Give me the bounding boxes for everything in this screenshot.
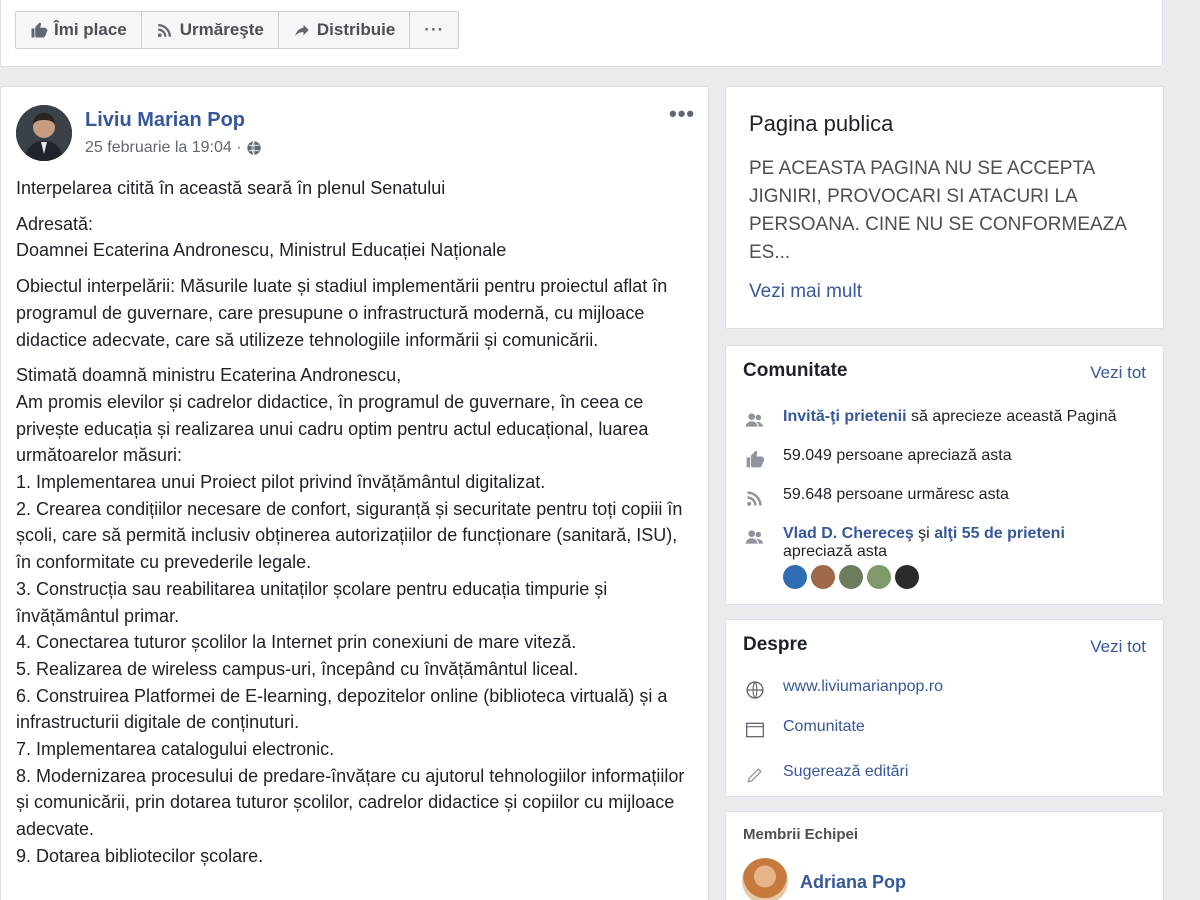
website-row [743,678,943,702]
about-see-all-link[interactable]: Vezi tot [1090,637,1146,656]
community-title: Comunitate [743,360,848,381]
like-page-button[interactable] [16,12,142,48]
friend-name-link[interactable]: Vlad D. Chereceş [783,525,914,542]
share-arrow-icon [293,21,311,39]
invite-friends-text: să aprecieze această Pagină [906,408,1117,425]
friends-icon [743,525,767,549]
website-link[interactable]: www.liviumarianpop.ro [783,678,944,695]
invite-friends-row [743,408,1117,432]
team-title: Membrii Echipei [743,826,859,843]
post-paragraph: Adresată: Doamnei Ecaterina Andronescu, Ministrul Educației Naționale [16,213,507,261]
post-meta [85,139,262,157]
category-link[interactable]: Comunitate [783,718,865,735]
follow-page-button[interactable] [142,12,279,48]
post-paragraph: Interpelarea citită în această seară în plenul Senatului [16,178,446,198]
post-text [16,175,696,879]
follows-count-text: 59.648 persoane urmăresc asta [783,486,1009,503]
other-friends-link[interactable]: alţi 55 de prieteni [934,525,1065,542]
friends-avatars [783,565,1065,589]
suggest-edits-link[interactable]: Sugerează editări [783,763,909,780]
globe-icon [743,678,767,702]
post-card [0,86,709,900]
friends-icon [743,408,767,432]
post-options-button[interactable]: ••• [669,101,696,126]
category-row [743,718,865,742]
like-page-label: Îmi place [54,20,127,39]
community-card [725,345,1164,605]
globe-icon [246,140,262,156]
friends-like-tail: apreciază asta [783,543,888,560]
public-page-card [725,86,1164,329]
friend-avatar[interactable] [895,565,919,589]
invite-friends-link[interactable]: Invită-ţi prietenii [783,408,907,425]
about-card [725,619,1164,797]
team-member-name[interactable]: Adriana Pop [800,872,907,892]
share-page-label: Distribuie [316,20,396,39]
post-paragraph: Stimată doamnă ministru Ecaterina Andronescu, Am promis elevilor și cadrelor didactice, în programul de guvernare, în ceea ce privește educația și realizarea unui cadru optim pentru actul educațional, luarea următoarelor măsuri: 1. Implementarea unui Proiect pilot privind învățământul digitalizat. 2. Crearea condițiilor necesare de confort, siguranță și securitate pentru toți copiii în școli, care să permită inclusiv obținerea autorizațiilor de funcționare (sanitară, ISU), în conformitate cu prevederile legale. 3. Construcția sau reabilitarea unitaților școlare pentru educația timpurie și învățământul primar. 4. Conectarea tuturor școlilor la Internet prin conexiuni de mare viteză. 5. Realizarea de wireless campus-uri, începând cu învățământul liceal. 6. Construirea Platformei de E-learning, depozitelor online (biblioteca virtuală) și a infrastructurii digitale de conținuturi. 7. Implementarea catalogului electronic. 8. Modernizarea procesului de predare-învățare cu ajutorul tehnologiilor informațiilor și comunicării, prin dotarea tuturor școlilor, cadrelor didactice și copiilor cu mijloace adecvate. 9. Dotarea bibliotecilor școlare. [16,365,685,866]
rss-icon [743,486,767,510]
likes-count-text: 59.049 persoane apreciază asta [783,447,1012,464]
about-title: Despre [743,634,808,655]
community-see-all-link[interactable]: Vezi tot [1090,363,1146,382]
team-card [725,811,1164,900]
more-icon: ··· [424,20,445,39]
rss-icon [156,21,174,39]
friend-avatar[interactable] [783,565,807,589]
follow-page-label: Urmăreşte [179,20,264,39]
friend-avatar[interactable] [811,565,835,589]
post-author-name[interactable]: Liviu Marian Pop [85,109,246,131]
post-paragraph: Obiectul interpelării: Măsurile luate și stadiul implementării pentru proiectul aflat în programul de guvernare, care presupune o infrastructură modernă, cu mijloace didactice adecvate, care să utilizeze tehnologiile informării și comunicării. [16,276,668,350]
likes-row [743,447,1012,471]
thumbs-up-icon [743,447,767,471]
page-header-card [0,0,1163,67]
more-actions-button[interactable] [410,12,458,48]
friends-like-row [743,525,1065,589]
flag-box-icon [743,718,767,742]
friends-connector: şi [913,525,935,542]
author-avatar[interactable] [16,105,72,161]
post-timestamp[interactable]: 25 februarie la 19:04 · [85,139,242,156]
team-member-avatar[interactable] [742,858,788,900]
friend-avatar[interactable] [839,565,863,589]
friend-avatar[interactable] [867,565,891,589]
pencil-icon [743,763,767,787]
see-more-link[interactable]: Vezi mai mult [749,281,862,302]
follows-row [743,486,1009,510]
suggest-edits-row [743,763,908,787]
public-page-title: Pagina publica [749,111,894,136]
public-page-description: PE ACEASTA PAGINA NU SE ACCEPTA JIGNIRI, PROVOCARI SI ATACURI LA PERSOANA. CINE NU SE CONFORMEAZA ES... [749,158,1126,263]
share-page-button[interactable] [279,12,410,48]
thumbs-up-icon [30,21,48,39]
page-action-bar [15,11,459,49]
